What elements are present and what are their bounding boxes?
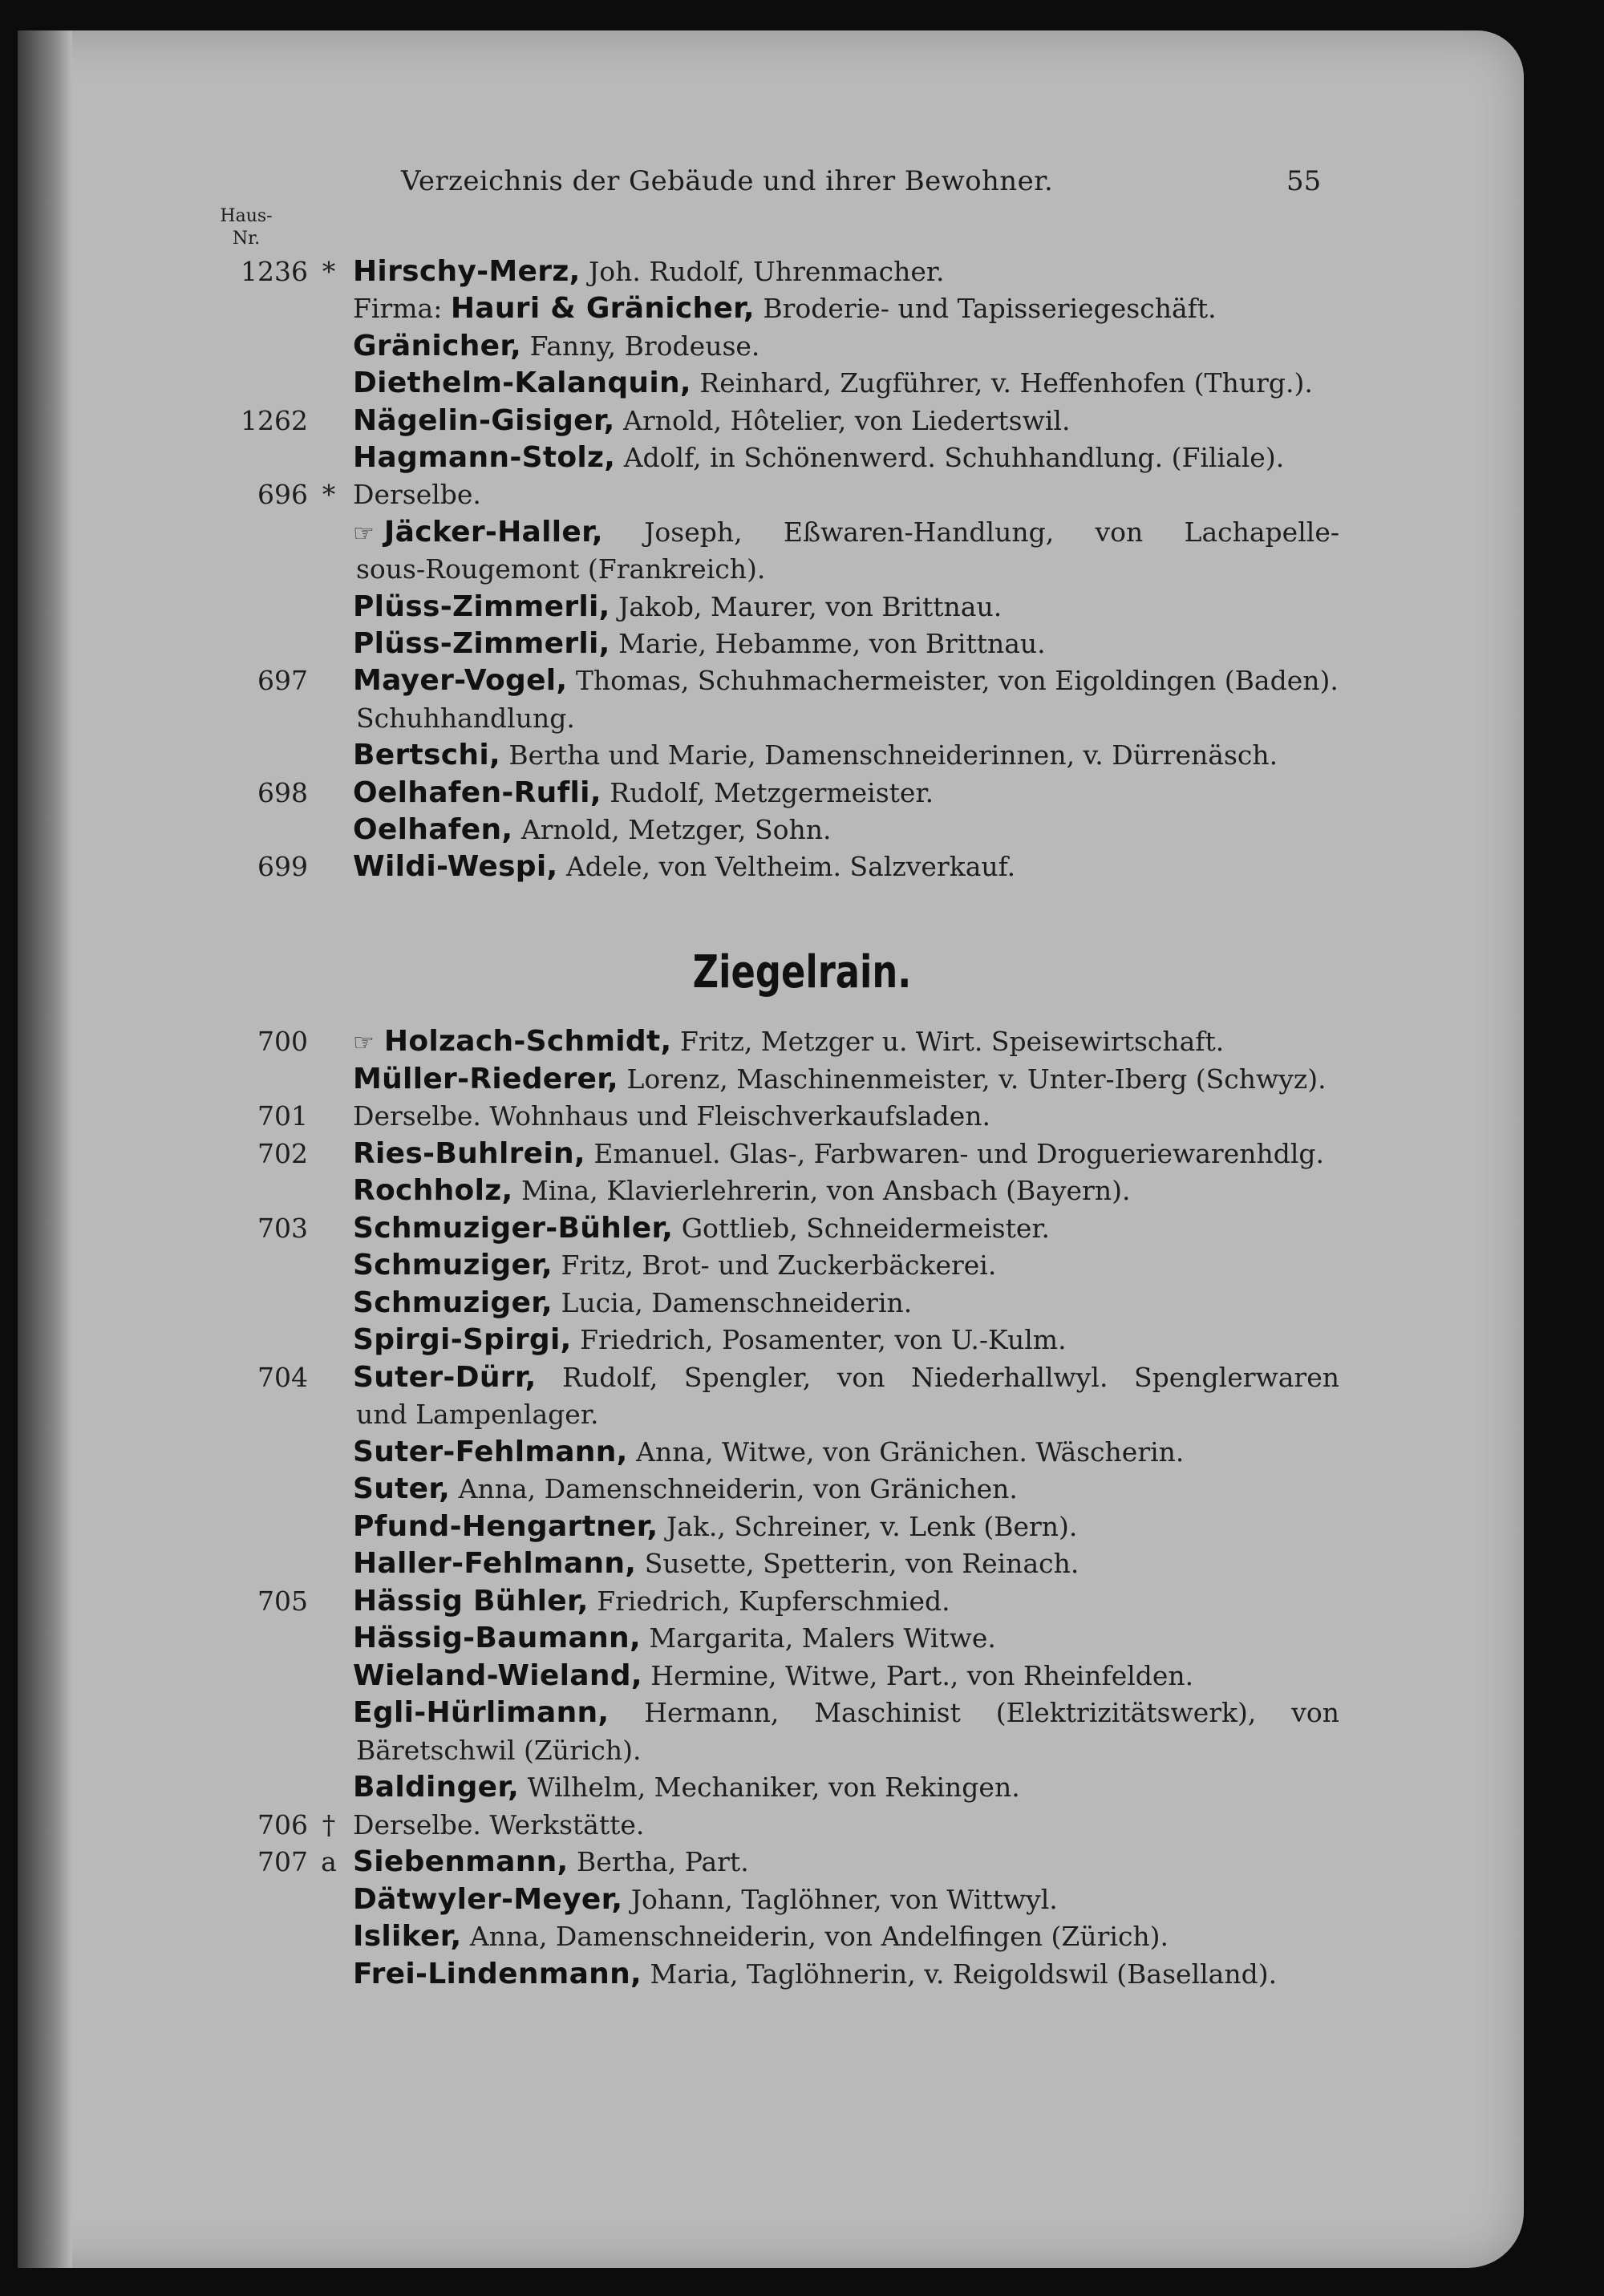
entry-prefix: Firma:	[353, 293, 451, 325]
entry-details: Joh. Rudolf, Uhrenmacher.	[580, 256, 945, 287]
entry-content	[353, 662, 1339, 699]
directory-entry	[0, 589, 1604, 626]
directory-entry	[0, 253, 1604, 290]
entry-details: Derselbe.	[353, 479, 481, 511]
directory-entry	[0, 1210, 1604, 1247]
entry-content	[353, 1285, 1339, 1322]
entry-details: Johann, Taglöhner, von Wittwyl.	[622, 1883, 1058, 1915]
entry-details: Thomas, Schuhmachermeister, von Eigoldingen (Baden).	[567, 665, 1339, 697]
entry-content	[353, 403, 1339, 439]
column-label-line2: Nr.	[232, 229, 261, 249]
entry-details: Broderie- und Tapisseriegeschäft.	[754, 293, 1217, 325]
running-header: Verzeichnis der Gebäude und ihrer Bewohner.	[401, 165, 1054, 197]
entry-content	[353, 514, 1339, 553]
entry-content	[353, 1583, 1339, 1620]
directory-entry	[0, 1732, 1604, 1769]
directory-entry	[0, 1247, 1604, 1284]
resident-name: Müller-Riederer,	[353, 1062, 619, 1095]
entry-marker: †	[322, 1808, 336, 1840]
entry-content	[353, 1322, 1339, 1359]
entry-content	[353, 1247, 1339, 1284]
resident-name: Frei-Lindenmann,	[353, 1957, 642, 1990]
entry-details: Anna, Damenschneiderin, von Andelfingen (Zürich).	[461, 1921, 1169, 1952]
house-number-column-label	[210, 205, 282, 250]
entry-details: Lucia, Damenschneiderin.	[552, 1286, 913, 1318]
entry-content	[353, 1881, 1339, 1918]
resident-name: Plüss-Zimmerli,	[353, 627, 610, 660]
entry-details: Joseph, Eßwaren-Handlung, von Lachapelle-	[602, 516, 1339, 548]
resident-name: Hässig-Baumann,	[353, 1622, 641, 1654]
house-number: 699	[257, 851, 308, 883]
directory-entry	[0, 662, 1604, 699]
resident-name: Nägelin-Gisiger,	[353, 403, 615, 437]
entry-content	[356, 700, 1339, 737]
entry-details: Hermann, Maschinist (Elektrizitätswerk), von	[609, 1697, 1339, 1728]
entry-details: Reinhard, Zugführer, v. Heffenhofen (Thurg.).	[691, 367, 1313, 399]
resident-name: Dätwyler-Meyer,	[353, 1882, 623, 1916]
directory-entry	[0, 1956, 1604, 1993]
resident-name: Isliker,	[353, 1920, 462, 1953]
directory-entry	[0, 1172, 1604, 1209]
directory-entry	[0, 626, 1604, 662]
resident-name: Oelhafen,	[353, 813, 513, 846]
entry-content	[353, 1695, 1339, 1731]
entry-content	[353, 439, 1339, 476]
entry-content	[353, 1807, 1339, 1844]
entry-content	[353, 1658, 1339, 1695]
house-number: 703	[257, 1212, 308, 1244]
entry-details: Bertha und Marie, Damenschneiderinnen, v. Dürrenäsch.	[500, 739, 1278, 771]
directory-entry	[0, 1545, 1604, 1582]
resident-name: Spirgi-Spirgi,	[353, 1323, 572, 1356]
resident-name: Rochholz,	[353, 1174, 513, 1207]
entry-details: und Lampenlager.	[356, 1399, 599, 1430]
entry-content	[353, 589, 1339, 626]
entry-details: Gottlieb, Schneidermeister.	[673, 1212, 1051, 1244]
entry-content	[353, 1098, 1339, 1135]
entry-details: Jak., Schreiner, v. Lenk (Bern).	[658, 1510, 1078, 1542]
resident-name: Suter-Dürr,	[353, 1360, 537, 1394]
directory-entry	[0, 1098, 1604, 1135]
entry-details: Margarita, Malers Witwe.	[640, 1622, 996, 1654]
entry-details: Fritz, Metzger u. Wirt. Speisewirtschaft.	[671, 1026, 1225, 1057]
entry-details: Friedrich, Posamenter, von U.-Kulm.	[571, 1324, 1067, 1355]
entry-details: Friedrich, Kupferschmied.	[588, 1585, 950, 1617]
directory-entry	[0, 365, 1604, 402]
entry-details: Derselbe. Werkstätte.	[353, 1808, 645, 1840]
directory-entry	[0, 1359, 1604, 1396]
directory-entry	[0, 403, 1604, 439]
directory-entry	[0, 1769, 1604, 1806]
house-number: 1262	[241, 404, 308, 436]
entry-details: Fanny, Brodeuse.	[521, 330, 760, 362]
entry-content	[356, 1396, 1339, 1433]
page-number: 55	[1286, 165, 1322, 197]
entry-content	[353, 1023, 1339, 1062]
entry-marker: *	[322, 256, 336, 287]
house-number: 701	[257, 1100, 308, 1132]
entry-details: Arnold, Hôtelier, von Liedertswil.	[614, 404, 1071, 436]
directory-entry	[0, 1658, 1604, 1695]
resident-name: Baldinger,	[353, 1771, 520, 1804]
directory-entry	[0, 1844, 1604, 1881]
resident-name: Pfund-Hengartner,	[353, 1509, 658, 1543]
entry-details: Lorenz, Maschinenmeister, v. Unter-Iberg (Schwyz).	[618, 1063, 1327, 1095]
entry-details: Marie, Hebamme, von Brittnau.	[610, 628, 1046, 659]
house-number: 705	[257, 1585, 308, 1617]
directory-entry	[0, 1471, 1604, 1508]
entry-content	[353, 626, 1339, 662]
directory-entry	[0, 439, 1604, 476]
entry-details: Maria, Taglöhnerin, v. Reigoldswil (Baselland).	[642, 1958, 1278, 1990]
entry-details: Bäretschwil (Zürich).	[356, 1734, 642, 1766]
entry-content	[353, 1545, 1339, 1582]
entry-content	[353, 1136, 1339, 1172]
directory-entry	[0, 1583, 1604, 1620]
entry-content	[353, 1172, 1339, 1209]
entry-content	[353, 737, 1339, 774]
entry-content	[353, 1359, 1339, 1396]
entry-marker: a	[321, 1846, 337, 1877]
entry-content	[353, 1471, 1339, 1508]
entry-content	[356, 551, 1339, 588]
directory-entry	[0, 1508, 1604, 1545]
directory-entry	[0, 1881, 1604, 1918]
resident-name: Schmuziger-Bühler,	[353, 1211, 674, 1245]
resident-name: Egli-Hürlimann,	[353, 1696, 610, 1729]
entry-content	[353, 476, 1339, 513]
entry-details: Adolf, in Schönenwerd. Schuhhandlung. (Filiale).	[615, 442, 1285, 473]
directory-entry	[0, 848, 1604, 885]
resident-name: Siebenmann,	[353, 1845, 569, 1878]
entry-content	[353, 775, 1339, 812]
directory-entry	[0, 290, 1604, 327]
entry-details: Bertha, Part.	[568, 1846, 749, 1877]
resident-name: Diethelm-Kalanquin,	[353, 366, 691, 400]
resident-name: Hagmann-Stolz,	[353, 441, 616, 474]
entry-content	[353, 1434, 1339, 1471]
entry-details: Wilhelm, Mechaniker, von Rekingen.	[519, 1772, 1020, 1803]
directory-entry	[0, 551, 1604, 588]
entry-details: Rudolf, Metzgermeister.	[601, 776, 934, 808]
directory-entry	[0, 328, 1604, 365]
house-number: 704	[257, 1361, 308, 1393]
section-title: Ziegelrain.	[692, 946, 912, 998]
resident-name: Hirschy-Merz,	[353, 255, 581, 288]
entry-details: Susette, Spetterin, von Reinach.	[636, 1548, 1079, 1579]
entry-details: Rudolf, Spengler, von Niederhallwyl. Spenglerwaren	[536, 1361, 1339, 1393]
resident-name: Ries-Buhlrein,	[353, 1136, 585, 1170]
entry-content	[353, 328, 1339, 365]
directory-entry	[0, 514, 1604, 551]
directory-entry	[0, 700, 1604, 737]
directory-entry	[0, 1918, 1604, 1955]
house-number: 707	[257, 1846, 308, 1877]
resident-name: Gränicher,	[353, 329, 522, 362]
directory-entry	[0, 1396, 1604, 1433]
resident-name: Holzach-Schmidt,	[383, 1025, 672, 1058]
entry-details: Anna, Witwe, von Gränichen. Wäscherin.	[627, 1436, 1185, 1468]
pointing-hand-icon: ☞	[353, 519, 375, 548]
resident-name: Wieland-Wieland,	[353, 1658, 642, 1692]
entry-content	[353, 812, 1339, 848]
directory-entry	[0, 1322, 1604, 1359]
resident-name: Hauri & Gränicher,	[450, 292, 755, 326]
house-number: 698	[257, 776, 308, 808]
entry-content	[353, 1620, 1339, 1657]
house-number: 702	[257, 1137, 308, 1169]
directory-entry	[0, 1061, 1604, 1098]
entry-marker: *	[322, 479, 336, 511]
entry-details: Hermine, Witwe, Part., von Rheinfelden.	[642, 1659, 1194, 1691]
house-number: 700	[257, 1026, 308, 1057]
entry-details: Adele, von Veltheim. Salzverkauf.	[557, 851, 1016, 883]
house-number: 697	[257, 665, 308, 697]
directory-entry	[0, 737, 1604, 774]
house-number: 696	[257, 479, 308, 511]
entry-content	[353, 1769, 1339, 1806]
entry-details: Emanuel. Glas-, Farbwaren- und Drogueriewarenhdlg.	[585, 1137, 1325, 1169]
entry-content	[353, 1918, 1339, 1955]
entry-content	[353, 1956, 1339, 1993]
resident-name: Bertschi,	[353, 739, 500, 772]
entry-content	[353, 1844, 1339, 1881]
resident-name: Suter,	[353, 1472, 451, 1505]
directory-entry	[0, 1807, 1604, 1844]
house-number: 1236	[241, 256, 308, 287]
directory-entry	[0, 1620, 1604, 1657]
resident-name: Hässig Bühler,	[353, 1584, 589, 1618]
resident-name: Jäcker-Haller,	[383, 515, 603, 549]
directory-entry	[0, 812, 1604, 848]
resident-name: Schmuziger,	[353, 1286, 553, 1319]
entry-content	[353, 1061, 1339, 1098]
directory-entry	[0, 1695, 1604, 1731]
entry-content	[353, 1508, 1339, 1545]
directory-entry	[0, 1136, 1604, 1172]
entry-details: Derselbe. Wohnhaus und Fleischverkaufsladen.	[353, 1100, 991, 1132]
entry-content	[353, 253, 1339, 290]
entry-details: Fritz, Brot- und Zuckerbäckerei.	[552, 1249, 997, 1281]
house-number: 706	[257, 1808, 308, 1840]
entry-content	[356, 1732, 1339, 1769]
resident-name: Suter-Fehlmann,	[353, 1435, 628, 1468]
column-label-line1: Haus-	[220, 206, 273, 226]
resident-name: Oelhafen-Rufli,	[353, 775, 602, 809]
resident-name: Haller-Fehlmann,	[353, 1547, 637, 1580]
entry-content	[353, 365, 1339, 402]
resident-name: Mayer-Vogel,	[353, 664, 568, 698]
resident-name: Schmuziger,	[353, 1249, 553, 1282]
entry-details: Mina, Klavierlehrerin, von Ansbach (Bayern).	[512, 1175, 1131, 1206]
directory-entry	[0, 775, 1604, 812]
directory-entry	[0, 1023, 1604, 1060]
entry-content	[353, 848, 1339, 885]
directory-entry	[0, 1434, 1604, 1471]
entry-details: Schuhhandlung.	[356, 702, 575, 734]
entry-details: sous-Rougemont (Frankreich).	[356, 553, 766, 585]
directory-entry	[0, 1285, 1604, 1322]
entry-details: Anna, Damenschneiderin, von Gränichen.	[450, 1473, 1018, 1504]
entry-details: Jakob, Maurer, von Brittnau.	[610, 590, 1003, 622]
entry-content	[353, 1210, 1339, 1247]
entry-content	[353, 290, 1339, 327]
pointing-hand-icon: ☞	[353, 1029, 375, 1057]
resident-name: Plüss-Zimmerli,	[353, 589, 610, 623]
directory-entry	[0, 476, 1604, 513]
entry-details: Arnold, Metzger, Sohn.	[512, 814, 832, 845]
resident-name: Wildi-Wespi,	[353, 850, 558, 884]
